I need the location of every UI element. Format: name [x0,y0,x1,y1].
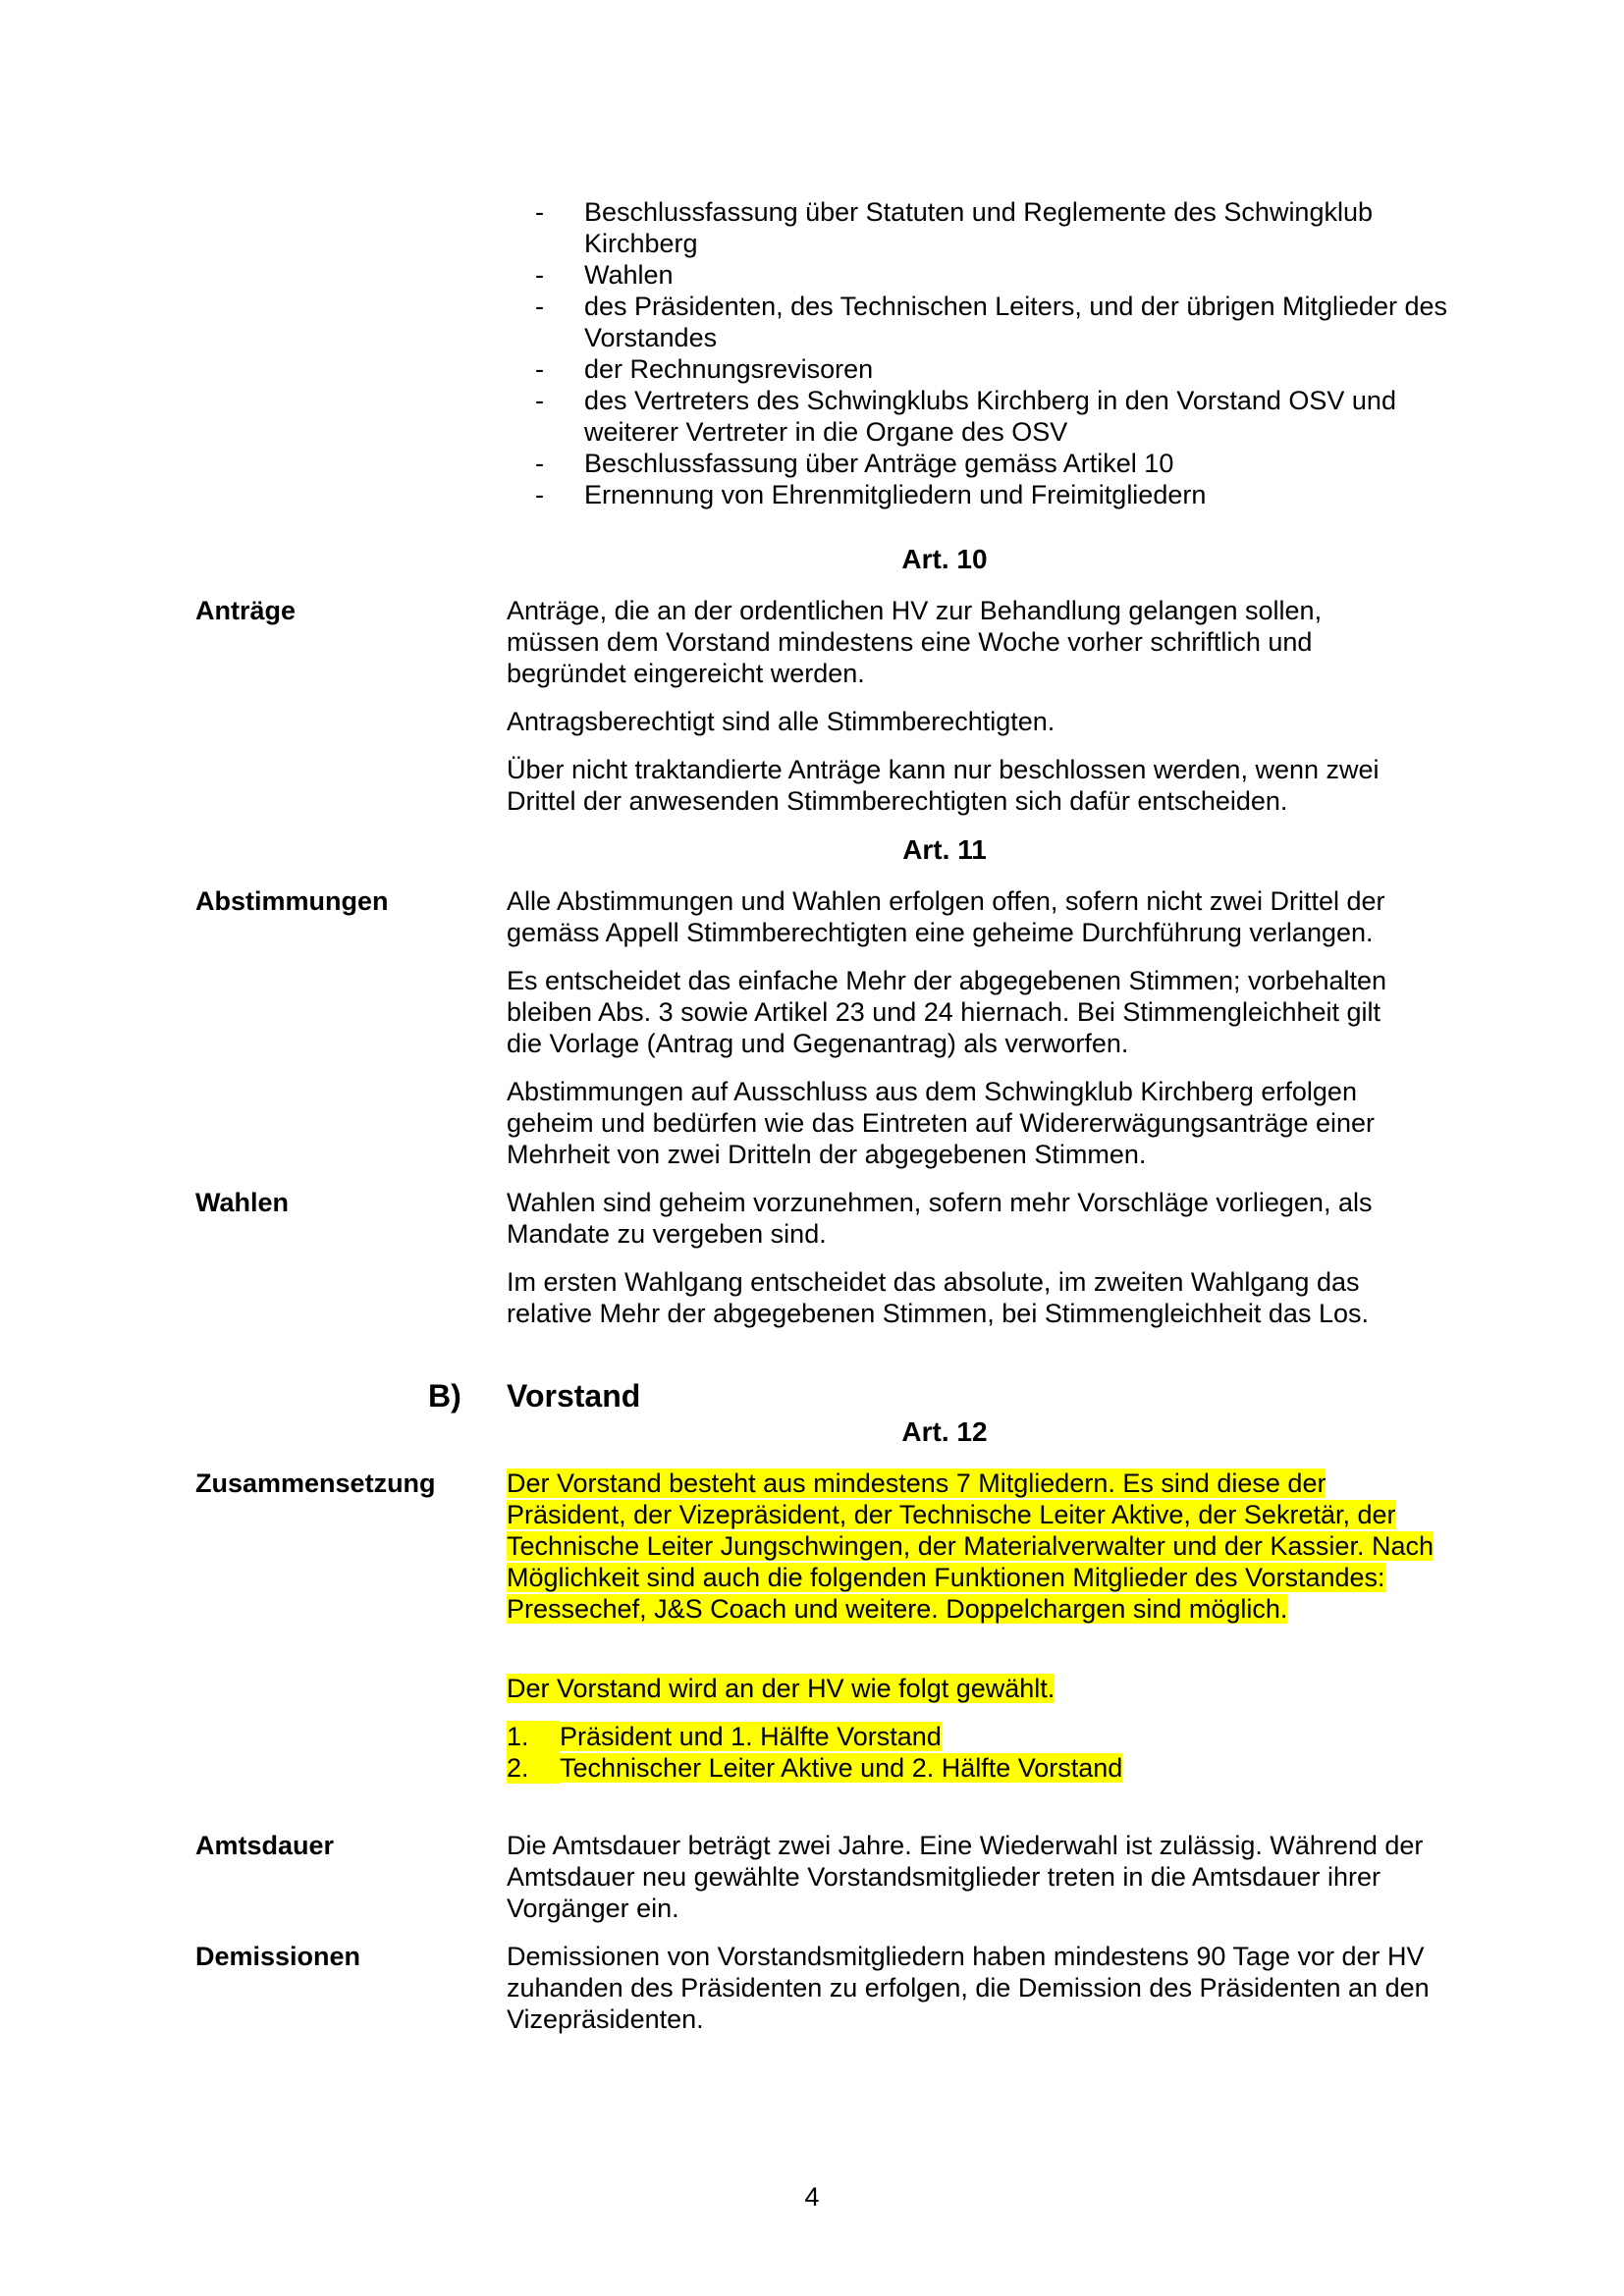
list-item [507,1752,1449,1784]
bullet-marker: - [535,386,544,415]
margin-label-wahlen: Wahlen [195,1188,290,1217]
paragraph: Die Amtsdauer beträgt zwei Jahre. Eine Wiederwahl ist zulässig. Während der Amtsdauer neu gewählte Vorstandsmitglieder treten in die Amtsdauer ihrer Vorgänger ein. [507,1831,1424,1923]
numbered-list [507,1721,1449,1784]
list-item: der Rechnungsrevisoren [584,354,874,384]
list-item: Ernennung von Ehrenmitgliedern und Freimitgliedern [584,480,1207,509]
highlighted-paragraph [507,1673,1449,1704]
paragraph: Es entscheidet das einfache Mehr der abgegebenen Stimmen; vorbehalten bleiben Abs. 3 sowie Artikel 23 und 24 hiernach. Bei Stimmengleichheit gilt die Vorlage (Antrag und Gegenantrag) als verworfen. [507,966,1387,1058]
margin-label-zusammensetzung: Zusammensetzung [195,1468,436,1498]
bullet-marker: - [535,292,544,321]
list-text: Präsident und 1. Hälfte Vorstand [560,1722,942,1751]
paragraph: Alle Abstimmungen und Wahlen erfolgen offen, sofern nicht zwei Drittel der gemäss Appell Stimmberechtigten eine geheime Durchführung verlangen. [507,886,1385,947]
list-item: Beschlussfassung über Statuten und Reglemente des Schwingklub Kirchberg [584,197,1373,258]
margin-label-antraege: Anträge [195,596,297,625]
section-letter: B) [428,1378,461,1414]
margin-label-amtsdauer: Amtsdauer [195,1831,335,1860]
bullet-marker: - [535,260,544,290]
list-item: des Präsidenten, des Technischen Leiters, und der übrigen Mitglieder des Vorstandes [584,292,1448,352]
list-item: des Vertreters des Schwingklubs Kirchberg in den Vorstand OSV und weiterer Vertreter in die Organe des OSV [584,386,1396,447]
bullet-marker: - [535,354,544,384]
paragraph: Demissionen von Vorstandsmitgliedern haben mindestens 90 Tage vor der HV zuhanden des Präsidenten zu erfolgen, die Demission des Präsidenten an den Vizepräsidenten. [507,1942,1430,2034]
list-number: 1. [507,1721,560,1752]
highlighted-paragraph [507,1468,1449,1625]
paragraph: Wahlen sind geheim vorzunehmen, sofern mehr Vorschläge vorliegen, als Mandate zu vergeben sind. [507,1188,1373,1249]
section-title: Vorstand [507,1378,641,1414]
bullet-marker: - [535,197,544,227]
highlight: Der Vorstand wird an der HV wie folgt gewählt. [507,1674,1056,1703]
bullet-marker: - [535,480,544,509]
margin-label-demissionen: Demissionen [195,1942,361,1971]
list-number: 2. [507,1752,560,1784]
list-item [507,1721,1449,1752]
paragraph: Im ersten Wahlgang entscheidet das absolute, im zweiten Wahlgang das relative Mehr der abgegebenen Stimmen, bei Stimmengleichheit das Los. [507,1267,1369,1328]
list-text: Technischer Leiter Aktive und 2. Hälfte Vorstand [560,1753,1123,1783]
article-heading: Art. 11 [902,834,987,865]
list-item: Beschlussfassung über Anträge gemäss Artikel 10 [584,449,1174,478]
page-number: 4 [804,2182,820,2212]
article-heading: Art. 10 [901,544,988,574]
paragraph: Abstimmungen auf Ausschluss aus dem Schwingklub Kirchberg erfolgen geheim und bedürfen wie das Eintreten auf Widererwägungsanträge einer Mehrheit von zwei Dritteln der abgegebenen Stimmen. [507,1077,1376,1169]
highlight: Der Vorstand besteht aus mindestens 7 Mitgliedern. Es sind diese der Präsident, der Vizepräsident, der Technische Leiter Aktive, der Sekretär, der Technische Leiter Jungschwingen, der Materialverwalter und der Kassier. Nach Möglichkeit sind auch die folgenden Funktionen Mitglieder des Vorstandes: Pressechef, J&S Coach und weitere. Doppelchargen sind möglich. [507,1468,1434,1624]
margin-label-abstimmungen: Abstimmungen [195,886,389,916]
article-heading: Art. 12 [901,1416,988,1447]
paragraph: Anträge, die an der ordentlichen HV zur Behandlung gelangen sollen, müssen dem Vorstand mindestens eine Woche vorher schriftlich und begründet eingereicht werden. [507,596,1323,688]
paragraph: Über nicht traktandierte Anträge kann nur beschlossen werden, wenn zwei Drittel der anwesenden Stimmberechtigten sich dafür entscheiden. [507,755,1380,816]
paragraph: Antragsberechtigt sind alle Stimmberechtigten. [507,707,1056,736]
list-item: Wahlen [584,260,674,290]
bullet-marker: - [535,449,544,478]
